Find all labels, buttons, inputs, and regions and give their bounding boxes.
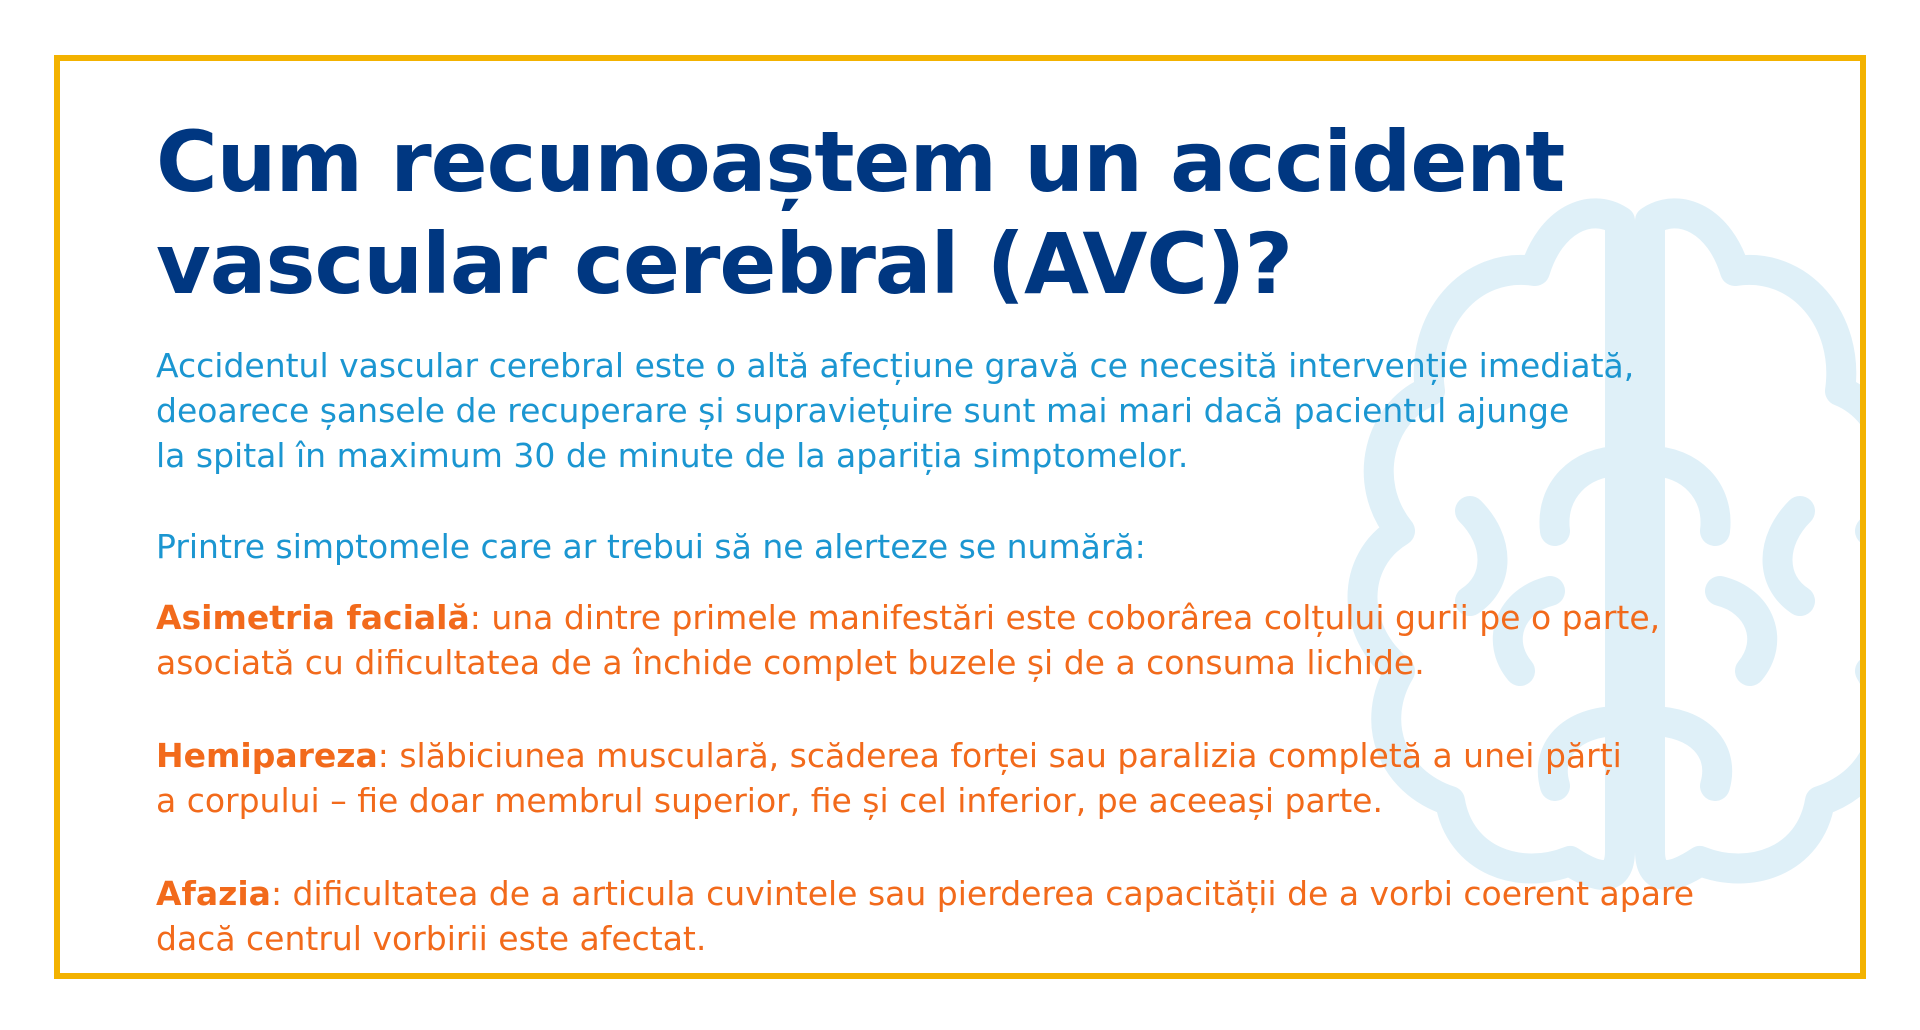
title-line-2: vascular cerebral (AVC)? — [156, 215, 1293, 313]
symptom-text-line-1: : slăbiciunea musculară, scăderea forței sau paralizia completă a unei părți — [377, 736, 1622, 775]
info-card-frame — [54, 55, 1866, 979]
intro-line-1: Accidentul vascular cerebral este o altă afecțiune gravă ce necesită intervenție imediată, — [156, 346, 1635, 385]
symptom-aphasia — [156, 871, 1796, 961]
symptom-term: Hemipareza — [156, 736, 378, 775]
symptom-text-line-2: a corpului – fie doar membrul superior, fie și cel inferior, pe aceeași parte. — [156, 781, 1383, 820]
symptoms-lead: Printre simptomele care ar trebui să ne alerteze se numără: — [156, 527, 1146, 566]
symptom-facial-asymmetry — [156, 595, 1796, 685]
symptom-text-line-1: : una dintre primele manifestări este coborârea colțului gurii pe o parte, — [469, 598, 1661, 637]
symptom-text-line-2: dacă centrul vorbirii este afectat. — [156, 919, 707, 958]
page-title — [156, 111, 1796, 315]
intro-line-2: deoarece șansele de recuperare și supraviețuire sunt mai mari dacă pacientul ajunge — [156, 391, 1570, 430]
content-area — [156, 111, 1796, 961]
intro-paragraph — [156, 343, 1756, 478]
symptom-hemiparesis — [156, 733, 1796, 823]
intro-line-3: la spital în maximum 30 de minute de la apariția simptomelor. — [156, 436, 1189, 475]
symptom-text-line-2: asociată cu dificultatea de a închide complet buzele și de a consuma lichide. — [156, 643, 1425, 682]
symptom-term: Afazia — [156, 874, 271, 913]
symptom-term: Asimetria facială — [156, 598, 470, 637]
title-line-1: Cum recunoaștem un accident — [156, 113, 1565, 211]
symptom-text-line-1: : dificultatea de a articula cuvintele sau pierderea capacității de a vorbi coerent apare — [270, 874, 1695, 913]
